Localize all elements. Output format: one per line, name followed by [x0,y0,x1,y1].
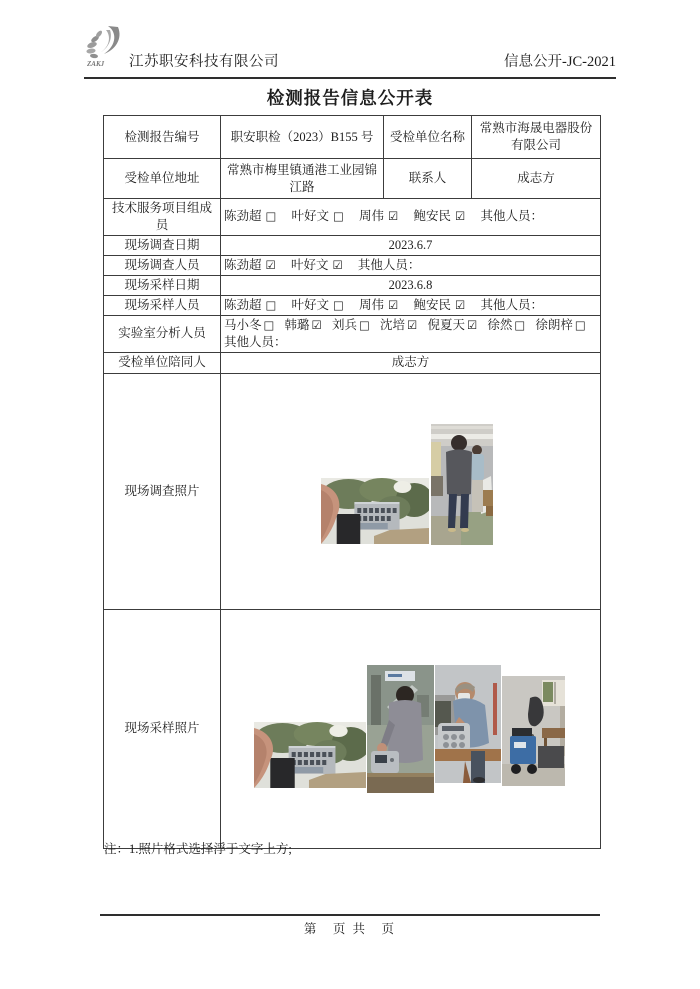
report-info-table [103,115,601,849]
table-row [104,275,601,295]
table-row [104,373,601,609]
checkbox-icon: □ [265,209,277,224]
other-personnel-label: 其他人员： [224,334,287,349]
survey-staff-members [221,255,601,275]
checkbox-icon: ☑ [455,209,466,224]
member-checkbox-item: 马小冬 □ [224,317,275,332]
checkbox-icon: □ [263,317,275,332]
unit-name-label: 受检单位名称 [384,116,472,159]
checkbox-icon: □ [358,317,370,332]
sampling-staff-members [221,295,601,315]
survey-photos-label: 现场调查照片 [104,373,221,609]
blue-machine-workshop-photo [502,676,565,786]
logo-text: ZAKJ [87,60,105,68]
checkbox-icon: □ [574,317,586,332]
sampling-date-label: 现场采样日期 [104,275,221,295]
factory-gate-photo [254,722,366,788]
report-number-value: 职安职检（2023）B155 号 [221,116,384,159]
contact-value: 成志方 [472,159,601,199]
member-checkbox-item: 徐朗梓 □ [535,317,586,332]
member-checkbox-item: 周伟 ☑ [359,209,399,224]
table-row [104,159,601,199]
tech-team-members [221,199,601,236]
lab-staff-members [221,315,601,352]
address-label: 受检单位地址 [104,159,221,199]
factory-gate-photo [321,478,429,544]
table-row [104,116,601,159]
table-row [104,255,601,275]
sampler-operator-photo [367,665,434,793]
checkbox-icon: ☑ [388,297,399,312]
checkbox-icon: ☑ [455,297,466,312]
escort-value: 成志方 [221,352,601,373]
checkbox-icon: ☑ [466,317,478,332]
survey-date-value: 2023.6.7 [221,235,601,255]
table-row [104,295,601,315]
member-checkbox-item: 鲍安民 ☑ [413,209,466,224]
table-row [104,609,601,848]
checkbox-icon: ☑ [265,257,276,272]
masked-technician-photo [435,665,501,783]
member-checkbox-item: 陈劲超 □ [224,297,277,312]
tech-team-label: 技术服务项目组成员 [104,199,221,236]
page-footer: 第 页 共 页 [100,914,600,937]
survey-staff-label: 现场调查人员 [104,255,221,275]
checkbox-icon: □ [333,297,344,312]
member-checkbox-item: 刘兵 □ [331,317,370,332]
report-number-label: 检测报告编号 [104,116,221,159]
page-header [84,24,616,79]
page-title: 检测报告信息公开表 [266,88,434,108]
member-checkbox-item: 叶好文 ☑ [290,257,343,272]
sampling-photos-label: 现场采样照片 [104,609,221,848]
table-row [104,315,601,352]
escort-label: 受检单位陪同人 [104,352,221,373]
member-checkbox-item: 叶好文 □ [291,297,344,312]
member-checkbox-item: 徐然 □ [487,317,526,332]
member-checkbox-item: 韩璐 ☑ [284,317,322,332]
address-value: 常熟市梅里镇通港工业园锦江路 [221,159,384,199]
member-checkbox-item: 叶好文 □ [291,209,344,224]
survey-photos-cell [221,373,601,609]
company-brand [84,24,279,73]
sampling-photos-cell [221,609,601,848]
member-checkbox-item: 鲍安民 ☑ [413,297,466,312]
sampling-staff-label: 现场采样人员 [104,295,221,315]
company-name: 江苏职安科技有限公司 [129,54,279,70]
footnote: 注：1.照片格式选择浮于文字上方; [104,842,292,856]
checkbox-icon: ☑ [388,209,399,224]
checkbox-icon: □ [333,209,344,224]
member-checkbox-item: 倪夏天 ☑ [427,317,478,332]
other-personnel-label: 其他人员： [357,257,421,272]
table-row [104,352,601,373]
company-logo-icon [84,24,126,73]
lab-staff-label: 实验室分析人员 [104,315,221,352]
member-checkbox-item: 陈劲超 □ [224,209,277,224]
other-personnel-label: 其他人员： [480,297,543,312]
document-code: 信息公开-JC-2021 [504,54,616,70]
table-row [104,199,601,236]
table-row [104,235,601,255]
other-personnel-label: 其他人员： [480,209,543,224]
sampling-date-value: 2023.6.8 [221,275,601,295]
checkbox-icon: □ [514,317,526,332]
member-checkbox-item: 沈培 ☑ [379,317,418,332]
workshop-people-photo [431,424,493,545]
member-checkbox-item: 陈劲超 ☑ [224,257,276,272]
checkbox-icon: ☑ [407,317,418,332]
unit-name-value: 常熟市海晟电器股份有限公司 [472,116,601,159]
contact-label: 联系人 [384,159,472,199]
member-checkbox-item: 周伟 ☑ [359,297,399,312]
checkbox-icon: ☑ [311,317,322,332]
checkbox-icon: □ [265,297,277,312]
survey-date-label: 现场调查日期 [104,235,221,255]
checkbox-icon: ☑ [332,257,343,272]
